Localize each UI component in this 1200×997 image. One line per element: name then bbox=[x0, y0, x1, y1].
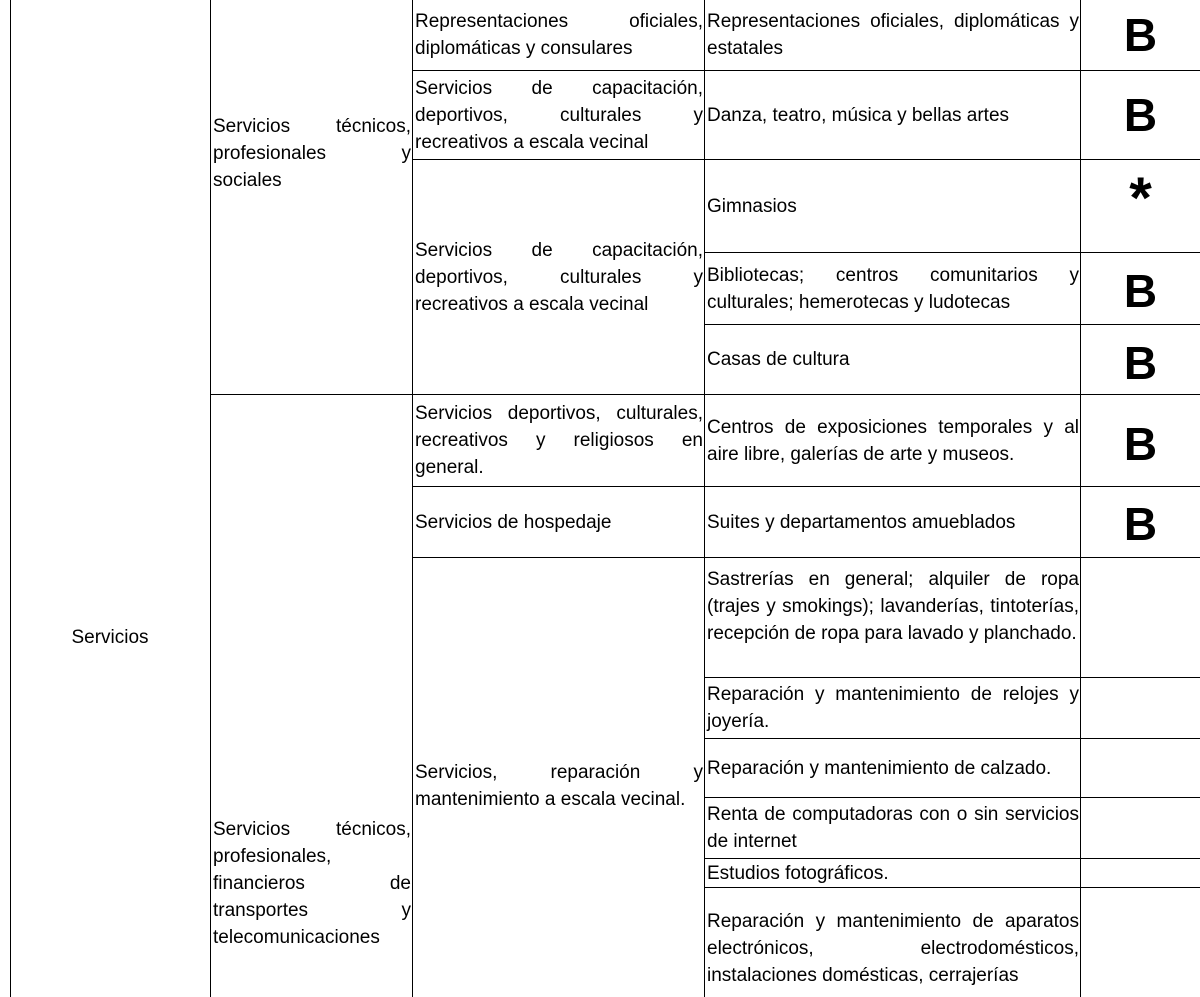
service-type-cell: Servicios de hospedaje bbox=[415, 511, 612, 533]
permission-code: * bbox=[1129, 165, 1152, 231]
use-cell: Reparación y mantenimiento de calzado. bbox=[707, 757, 1052, 779]
permission-code: B bbox=[1123, 265, 1158, 317]
permission-code: B bbox=[1123, 337, 1158, 389]
use-cell: Casas de cultura bbox=[707, 349, 850, 370]
service-type-cell: Servicios deportivos, culturales, recreativos y religiosos en general. bbox=[415, 403, 703, 478]
use-cell: Estudios fotográficos. bbox=[707, 862, 889, 884]
column-border bbox=[10, 0, 11, 997]
subcategory-cell: Servicios técnicos, profesionales, financieros de transportes y telecomunicaciones bbox=[213, 819, 411, 948]
service-type-cell: Servicios de capacitación, deportivos, culturales y recreativos a escala vecinal bbox=[415, 77, 703, 153]
service-type-cell: Servicios de capacitación, deportivos, culturales y recreativos a escala vecinal bbox=[415, 239, 703, 315]
category-cell: Servicios bbox=[71, 627, 149, 648]
subcategory-cell: Servicios técnicos, profesionales y sociales bbox=[213, 116, 411, 191]
use-cell: Danza, teatro, música y bellas artes bbox=[707, 104, 1010, 126]
use-cell: Bibliotecas; centros comunitarios y culturales; hemerotecas y ludotecas bbox=[707, 264, 1079, 313]
use-cell: Gimnasios bbox=[707, 195, 797, 217]
use-cell: Reparación y mantenimiento de aparatos electrónicos, electrodomésticos, instalaciones domésticas, cerrajerías bbox=[707, 911, 1079, 986]
use-cell: Representaciones oficiales, diplomáticas y estatales bbox=[707, 11, 1079, 59]
permission-code: B bbox=[1123, 417, 1158, 470]
permission-code: B bbox=[1123, 89, 1158, 141]
service-type-cell: Servicios, reparación y mantenimiento a escala vecinal. bbox=[415, 762, 703, 810]
permission-code: B bbox=[1123, 9, 1158, 61]
service-type-cell: Representaciones oficiales, diplomáticas y consulares bbox=[415, 11, 703, 59]
use-cell: Suites y departamentos amueblados bbox=[707, 511, 1016, 533]
use-cell: Reparación y mantenimiento de relojes y joyería. bbox=[707, 684, 1079, 732]
use-cell: Renta de computadoras con o sin servicios de internet bbox=[707, 804, 1079, 852]
use-cell: Centros de exposiciones temporales y al aire libre, galerías de arte y museos. bbox=[707, 416, 1079, 465]
use-cell: Sastrerías en general; alquiler de ropa (trajes y smokings); lavanderías, tintoterías, recepción de ropa para lavado y planchado. bbox=[707, 569, 1079, 644]
permission-code: B bbox=[1123, 498, 1158, 550]
